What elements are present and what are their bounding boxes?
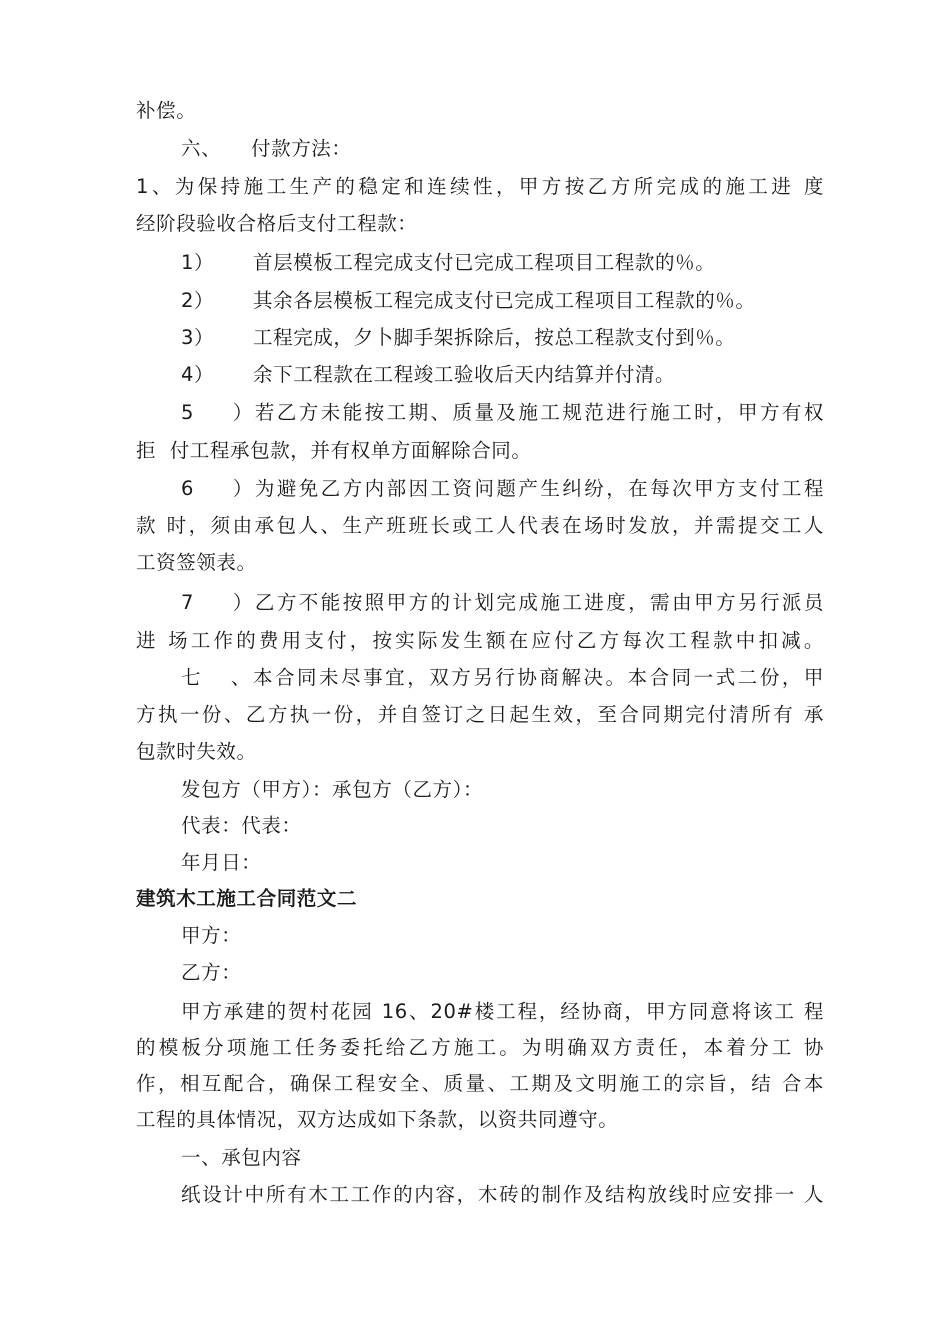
text-line: 纸设计中所有木工工作的内容，木砖的制作及结构放线时应安排一 人 bbox=[181, 1183, 824, 1206]
list-item bbox=[181, 250, 715, 276]
party-a: 甲方： bbox=[181, 924, 242, 947]
list-text: 其余各层模板工程完成支付已完成工程项目工程款的％。 bbox=[253, 289, 756, 312]
text-line: 补偿。 bbox=[136, 99, 197, 122]
section-heading bbox=[181, 136, 352, 162]
list-item bbox=[181, 400, 824, 426]
text-line: 包款时失效。 bbox=[136, 740, 257, 763]
text-line: 经阶段验收合格后支付工程款： bbox=[136, 212, 418, 235]
list-text: 工程完成，夕卜脚手架拆除后，按总工程款支付到％。 bbox=[253, 326, 736, 349]
text-line: 的模板分项施工任务委托给乙方施工。为明确双方责任，本着分工 协 bbox=[136, 1036, 824, 1059]
list-item bbox=[181, 590, 824, 616]
text-line: 款 时，须由承包人、生产班班长或工人代表在场时发放，并需提交工人 bbox=[136, 514, 824, 537]
signature-date: 年月日： bbox=[181, 851, 262, 874]
section-title: 付款方法： bbox=[251, 137, 352, 160]
list-number: 3） bbox=[181, 326, 215, 349]
text-line: 作，相互配合，确保工程安全、质量、工期及文明施工的宗旨，结 合本 bbox=[136, 1072, 824, 1095]
text-line: 拒 付工程承包款，并有权单方面解除合同。 bbox=[136, 439, 532, 462]
list-text: 为避免乙方内部因工资问题产生纠纷，在每次甲方支付工程 bbox=[253, 477, 824, 500]
list-text: 余下工程款在工程竣工验收后天内结算并付清。 bbox=[253, 363, 676, 386]
list-item bbox=[181, 288, 756, 314]
list-item bbox=[181, 362, 675, 388]
signature-representatives: 代表：代表： bbox=[181, 814, 302, 837]
section-heading bbox=[181, 665, 824, 691]
list-text: 首层模板工程完成支付已完成工程项目工程款的％。 bbox=[253, 251, 716, 274]
text-line: 工程的具体情况，双方达成如下条款，以资共同遵守。 bbox=[136, 1108, 619, 1131]
list-number: 6） bbox=[181, 477, 253, 500]
document-title: 建筑木工施工合同范文二 bbox=[136, 887, 358, 910]
list-text: 乙方不能按照甲方的计划完成施工进度，需由甲方另行派员 bbox=[253, 591, 824, 614]
section-text: 本合同未尽事宜，双方另行协商解决。本合同一式二份，甲 bbox=[251, 666, 824, 689]
list-number: 7） bbox=[181, 591, 253, 614]
party-b: 乙方： bbox=[181, 961, 242, 984]
signature-parties: 发包方（甲方）：承包方（乙方）： bbox=[181, 778, 484, 801]
section-number: 七、 bbox=[181, 666, 251, 689]
list-number: 1） bbox=[181, 251, 215, 274]
section-number: 六、 bbox=[181, 137, 222, 160]
text-line: 方执一份、乙方执一份，并自签订之日起生效，至合同期完付清所有 承 bbox=[136, 703, 824, 726]
list-item bbox=[181, 325, 735, 351]
text-line: 进 场工作的费用支付，按实际发生额在应付乙方每次工程款中扣减。 bbox=[136, 629, 824, 652]
list-text: 若乙方未能按工期、质量及施工规范进行施工时，甲方有权 bbox=[253, 401, 824, 424]
text-line: 1、为保持施工生产的稳定和连续性，甲方按乙方所完成的施工进 度 bbox=[136, 175, 824, 198]
list-number: 5） bbox=[181, 401, 253, 424]
text-line: 工资签领表。 bbox=[136, 551, 257, 574]
list-number: 4） bbox=[181, 363, 215, 386]
section-heading: 一、承包内容 bbox=[181, 1146, 302, 1169]
list-number: 2） bbox=[181, 289, 215, 312]
list-item bbox=[181, 476, 824, 502]
text-line: 甲方承建的贺村花园 16、20#楼工程，经协商，甲方同意将该工 程 bbox=[181, 1000, 824, 1023]
